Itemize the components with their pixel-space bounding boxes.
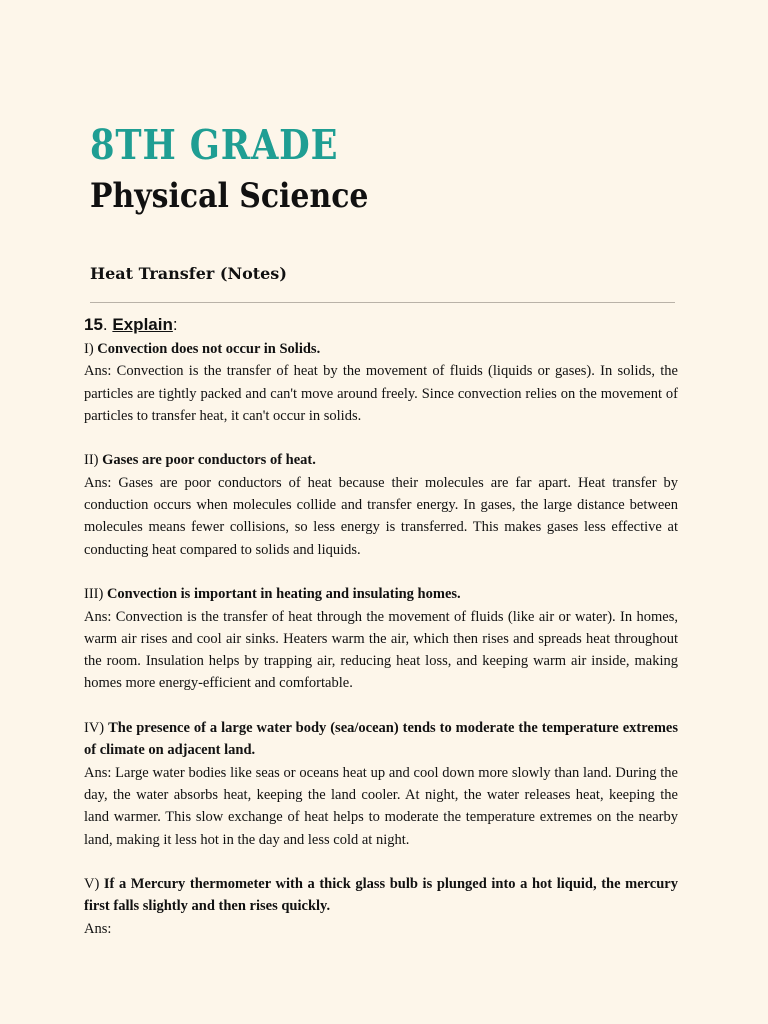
item-statement-text: Convection does not occur in Solids.: [97, 341, 321, 357]
question-item-3: [84, 583, 678, 694]
question-heading: [84, 312, 178, 338]
item-roman: I): [84, 341, 94, 357]
subject-heading: Physical Science: [90, 176, 369, 216]
question-label-suffix: :: [172, 315, 178, 334]
question-item-2: [84, 449, 678, 560]
header-divider: [90, 302, 675, 303]
item-answer: Ans: Large water bodies like seas or oceans heat up and cool down more slowly than land. During the day, the water absorbs heat, keeping the land cooler. At night, the water releases heat, keeping the land warmer. This slow exchange of heat helps to moderate the temperature extremes on the nearby land, making it less hot in the day and less cold at night.: [84, 764, 678, 848]
question-item-4: [84, 717, 678, 851]
question-number-suffix: .: [102, 315, 108, 334]
item-statement: [84, 338, 678, 360]
item-answer: Ans: Gases are poor conductors of heat because their molecules are far apart. Heat transfer by conduction occurs when molecules collide and transfer energy. In gases, the large distance between molecules means fewer collisions, so less energy is transferred. This makes gases less effective at conducting heat compared to solids and liquids.: [84, 474, 678, 558]
question-label: Explain: [112, 315, 173, 334]
item-statement: [84, 449, 678, 471]
item-answer: Ans: Convection is the transfer of heat by the movement of fluids (liquids or gases). In solids, the particles are tightly packed and can't move around freely. Since convection relies on the movement of particles to transfer heat, it can't occur in solids.: [84, 363, 678, 424]
item-answer: Ans:: [84, 920, 112, 937]
item-statement: [84, 717, 678, 762]
item-roman: II): [84, 452, 99, 469]
item-statement-text: The presence of a large water body (sea/ocean) tends to moderate the temperature extremes of climate on adjacent land.: [84, 720, 678, 759]
item-roman: III): [84, 586, 104, 603]
topic-subtitle: Heat Transfer (Notes): [90, 264, 287, 283]
question-item-5: [84, 873, 678, 940]
item-roman: V): [84, 876, 100, 893]
item-statement: [84, 583, 678, 605]
item-statement-text: If a Mercury thermometer with a thick glass bulb is plunged into a hot liquid, the mercury first falls slightly and then rises quickly.: [84, 876, 678, 915]
item-answer: Ans: Convection is the transfer of heat through the movement of fluids (like air or water). In homes, warm air rises and cool air sinks. Heaters warm the air, which then rises and spreads heat throughout the room. Insulation helps by trapping air, reducing heat loss, and keeping warm air inside, making homes more energy-efficient and comfortable.: [84, 608, 678, 692]
item-statement-text: Convection is important in heating and insulating homes.: [106, 586, 461, 603]
item-statement: [84, 873, 678, 918]
item-roman: IV): [84, 720, 105, 737]
item-statement-text: Gases are poor conductors of heat.: [102, 452, 316, 469]
grade-heading: 8TH GRADE: [90, 121, 339, 169]
question-content: [84, 338, 678, 962]
question-number: 15: [84, 315, 103, 334]
question-item-1: [84, 338, 678, 427]
